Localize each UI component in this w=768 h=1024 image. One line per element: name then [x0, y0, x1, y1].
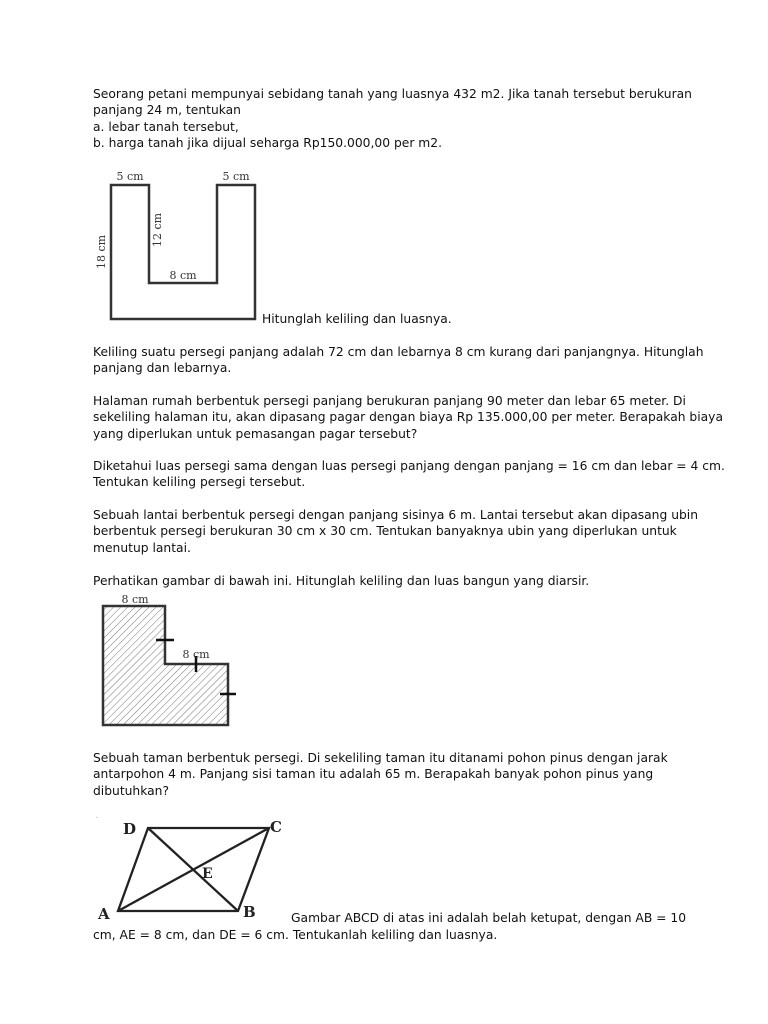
vertex-d-label: D [123, 820, 137, 838]
problem-3-text [93, 344, 704, 377]
problem-1-line: a. lebar tanah tersebut, [93, 119, 239, 134]
problem-3-line: panjang dan lebarnya. [93, 361, 232, 376]
problem-6-line: menutup lantai. [93, 540, 191, 555]
problem-8-line: Sebuah taman berbentuk persegi. Di sekeliling taman itu ditanami pohon pinus dengan jarak [93, 751, 668, 765]
problem-6-line: Sebuah lantai berbentuk persegi dengan panjang sisinya 6 m. Lantai tersebut akan dipasang ubin [93, 508, 699, 522]
u-inner-depth-label: 12 cm [151, 212, 164, 248]
problem-8-line: dibutuhkan? [93, 783, 169, 798]
problem-9-caption-line2: cm, AE = 8 cm, dan DE = 6 cm. Tentukanlah keliling dan luasnya. [93, 928, 498, 942]
u-top-right-label: 5 cm [222, 170, 250, 183]
problem-3-line: Keliling suatu persegi panjang adalah 72 cm dan lebarnya 8 cm kurang dari panjangnya. Hitunglah [93, 345, 704, 359]
vertex-b-label: B [243, 903, 256, 921]
l-top-label: 8 cm [121, 593, 149, 606]
u-top-left-label: 5 cm [116, 170, 144, 183]
problem-1-line: Seorang petani mempunyai sebidang tanah yang luasnya 432 m2. Jika tanah tersebut berukuran [93, 87, 692, 101]
u-shape-figure [85, 165, 265, 327]
problem-5-line: Diketahui luas persegi sama dengan luas persegi panjang dengan panjang = 16 cm dan lebar = 4 cm. [93, 459, 725, 473]
l-shape-shaded-area [103, 606, 228, 725]
problem-8-line: antarpohon 4 m. Panjang sisi taman itu adalah 65 m. Berapakah banyak pohon pinus yang [93, 767, 654, 782]
vertex-a-label: A [98, 905, 110, 923]
stray-dot: . [96, 813, 98, 820]
l-step-label: 8 cm [182, 648, 210, 661]
center-e-label: E [202, 866, 213, 882]
rhombus-figure [88, 808, 293, 928]
problem-1-line: b. harga tanah jika dijual seharga Rp150.000,00 per m2. [93, 136, 443, 151]
u-height-label: 18 cm [95, 234, 108, 270]
problem-6-text [93, 507, 699, 556]
problem-4-line: yang diperlukan untuk pemasangan pagar tersebut? [93, 426, 418, 441]
problem-4-line: Halaman rumah berbentuk persegi panjang berukuran panjang 90 meter dan lebar 65 meter. Di [93, 394, 686, 408]
problem-4-text [93, 393, 723, 442]
diagonal-bd [148, 828, 238, 911]
u-shape-outline [111, 185, 255, 319]
problem-1-line: panjang 24 m, tentukan [93, 103, 241, 118]
problem-4-line: sekeliling halaman itu, akan dipasang pagar dengan biaya Rp 135.000,00 per meter. Berapakah biaya [93, 410, 723, 425]
problem-7-text [93, 573, 678, 589]
problem-5-text [93, 458, 725, 491]
problem-9-caption-line1: Gambar ABCD di atas ini adalah belah ketupat, dengan AB = 10 [291, 911, 687, 925]
shaded-l-shape-figure [95, 590, 245, 730]
vertex-c-label: C [270, 818, 282, 836]
problem-5-line: Tentukan keliling persegi tersebut. [93, 475, 306, 490]
problem-8-text [93, 750, 678, 799]
problem-7-line: Perhatikan gambar di bawah ini. Hitunglah keliling dan luas bangun yang diarsir. [93, 574, 590, 588]
problem-2-caption: Hitunglah keliling dan luasnya. [262, 312, 452, 326]
problem-1-text [93, 86, 692, 152]
problem-6-line: berbentuk persegi berukuran 30 cm x 30 cm. Tentukan banyaknya ubin yang diperlukan untuk [93, 524, 677, 539]
u-inner-width-label: 8 cm [169, 269, 197, 282]
